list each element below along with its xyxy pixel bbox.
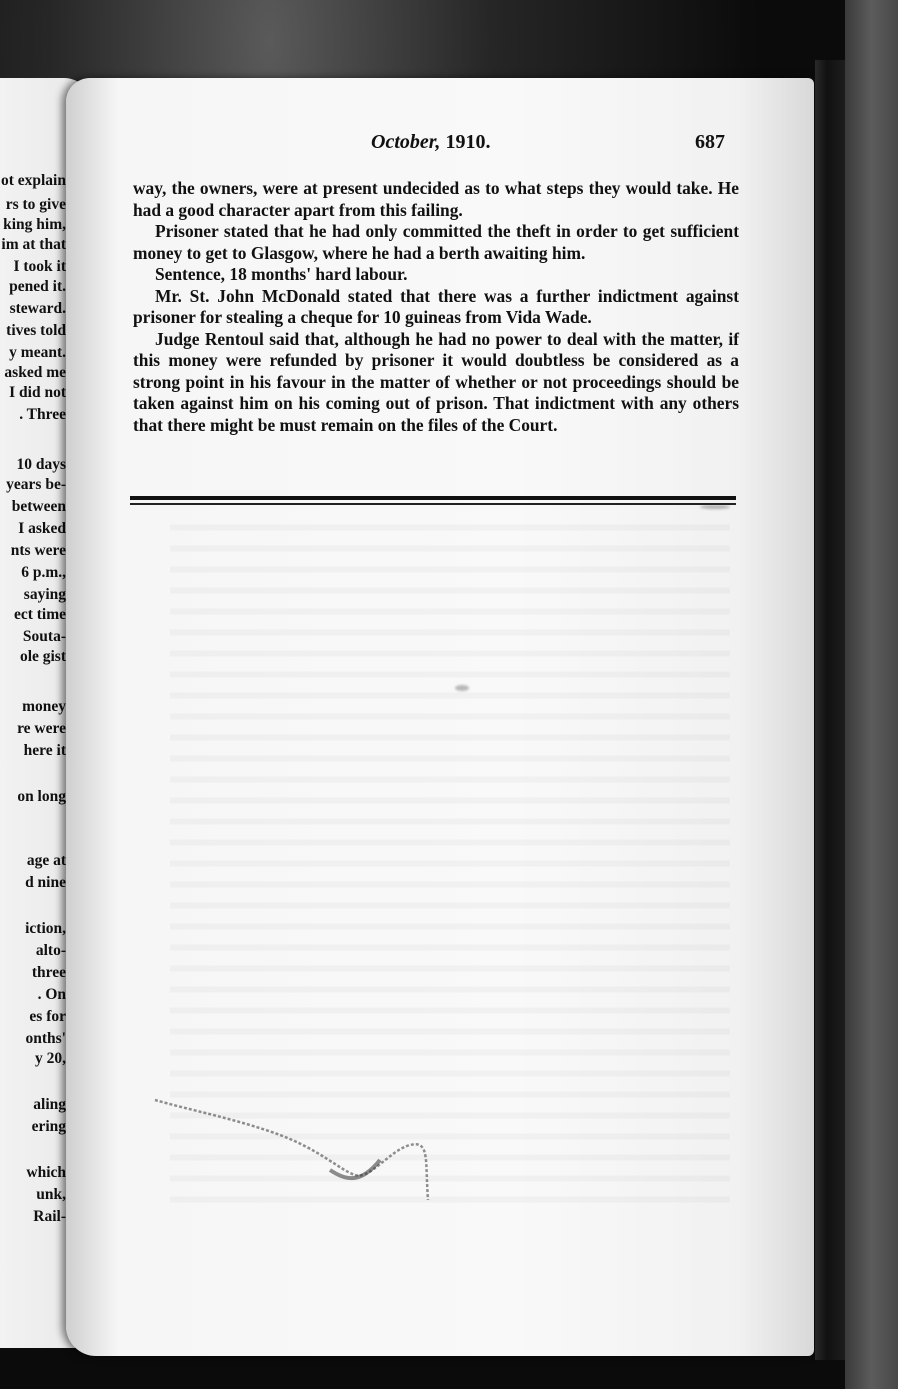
- left-page-line: three: [31, 964, 66, 981]
- left-page-line: tives told: [6, 322, 66, 339]
- left-page-line: I did not: [9, 384, 66, 401]
- left-page-line: years be-: [6, 476, 66, 493]
- section-rule-thin: [130, 503, 736, 505]
- running-header: [135, 131, 725, 159]
- left-page-line: . On: [37, 986, 66, 1003]
- paragraph-judge-remarks: Judge Rentoul said that, although he had no power to deal with the matter, if this money were refunded by prisoner it would doubtless be considered as a strong point in his favour in the matter of whether or not proceedings should be taken against him on his coming out of prison. That indictment with any others that there might be must remain on the files of the Court.: [133, 328, 739, 435]
- left-page-line: I asked: [18, 520, 66, 537]
- left-page-line: alto-: [35, 942, 66, 959]
- left-page-line: ot explain: [0, 172, 66, 189]
- left-page-line: ering: [31, 1118, 66, 1135]
- left-page-line: ect time: [13, 606, 66, 623]
- left-page-line: pened it.: [9, 278, 66, 295]
- left-page-line: here it: [23, 742, 66, 759]
- left-page-line: nts were: [10, 542, 66, 559]
- left-page-line: money: [22, 698, 66, 715]
- left-page-line: ole gist: [19, 648, 66, 665]
- page-number: 687: [695, 131, 725, 153]
- left-page-line: unk,: [36, 1186, 66, 1203]
- left-page-line: iction,: [25, 920, 66, 937]
- left-page-line: saying: [23, 586, 66, 603]
- left-page-line: Rail-: [33, 1208, 66, 1225]
- left-page-line: Souta-: [22, 628, 66, 645]
- left-page-line: asked me: [4, 364, 66, 381]
- book-edge-right: [845, 0, 898, 1389]
- left-page-line: y meant.: [9, 344, 66, 361]
- left-page-line: re were: [17, 720, 66, 737]
- left-page-line: y 20,: [35, 1050, 66, 1067]
- ink-smudge: [700, 505, 730, 509]
- left-page-line: between: [11, 498, 66, 515]
- left-page-line: aling: [33, 1096, 66, 1113]
- left-page-line: steward.: [9, 300, 66, 317]
- ink-scribble-mark: [150, 1090, 440, 1210]
- paragraph-prisoner-statement: Prisoner stated that he had only committed the theft in order to get sufficient money to get to Glasgow, where he had a berth awaiting him.: [133, 221, 739, 263]
- paragraph-further-indictment: Mr. St. John McDonald stated that there was a further indictment against prisoner for stealing a cheque for 10 guineas from Vida Wade.: [133, 285, 739, 327]
- left-page-line: . Three: [19, 406, 66, 423]
- left-page-line: king him,: [3, 216, 66, 233]
- article-body: [133, 178, 739, 436]
- left-page-line: age at: [26, 852, 66, 869]
- paragraph-continuation: way, the owners, were at present undecided as to what steps they would take. He had a good character apart from this failing.: [133, 178, 739, 220]
- left-page-line: which: [26, 1164, 66, 1181]
- left-page-line: I took it: [13, 258, 66, 275]
- left-page-line: onths': [25, 1030, 66, 1047]
- page-edge-shadow: [815, 60, 845, 1360]
- left-page-line: 6 p.m.,: [21, 564, 66, 581]
- ink-smudge: [455, 685, 469, 691]
- header-month: October,: [371, 131, 441, 153]
- header-date: [371, 131, 490, 154]
- left-page-line: im at that: [1, 236, 66, 253]
- paragraph-sentence: Sentence, 18 months' hard labour.: [155, 264, 408, 284]
- left-page-line: es for: [29, 1008, 66, 1025]
- left-page-line: rs to give: [5, 196, 66, 213]
- header-year: 1910.: [445, 131, 491, 153]
- left-page-line: d nine: [25, 874, 66, 891]
- section-rule-thick: [130, 496, 736, 500]
- left-page-line: on long: [17, 788, 66, 805]
- left-page-line: 10 days: [16, 456, 66, 473]
